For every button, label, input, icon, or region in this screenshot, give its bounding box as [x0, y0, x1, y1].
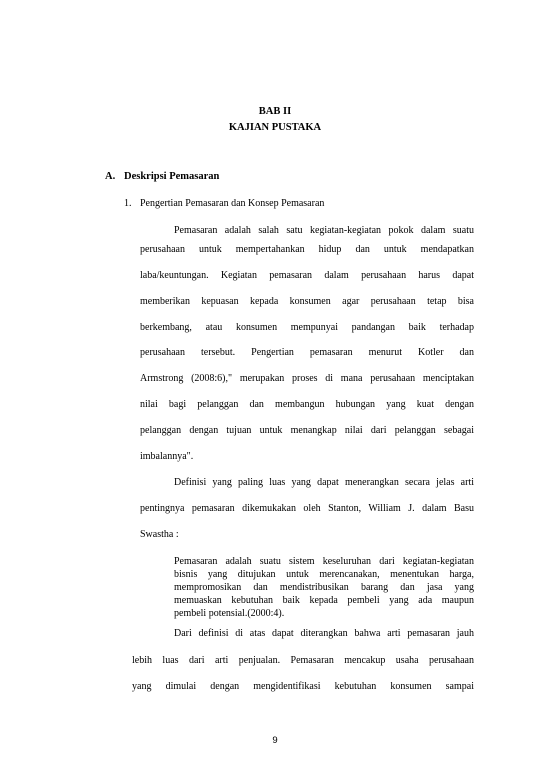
subsection-number: 1.	[124, 198, 132, 209]
section-number: A.	[105, 171, 116, 182]
paragraph-line: Swastha :	[140, 529, 179, 540]
paragraph-line: memberikan kepuasan kepada konsumen agar perusahaan tetap bisa	[140, 296, 474, 307]
block-quote	[174, 555, 474, 620]
section-title: Deskripsi Pemasaran	[124, 171, 220, 182]
paragraph-line: Pemasaran adalah salah satu kegiatan-kegiatan pokok dalam suatu	[174, 225, 474, 236]
paragraph-line: berkembang, atau konsumen mempunyai pandangan baik terhadap	[140, 322, 474, 333]
paragraph-line: Armstrong (2008:6)," merupakan proses di mana perusahaan menciptakan	[140, 373, 474, 384]
paragraph-line: pentingnya pemasaran dikemukakan oleh Stanton, William J. dalam Basu	[140, 503, 474, 514]
paragraph-line: imbalannya".	[140, 451, 194, 462]
paragraph-line: Dari definisi di atas dapat diterangkan bahwa arti pemasaran jauh	[174, 628, 474, 639]
paragraph-line: perusahaan tersebut. Pengertian pemasaran menurut Kotler dan	[140, 347, 474, 358]
paragraph-line: Definisi yang paling luas yang dapat menerangkan secara jelas arti	[174, 477, 474, 488]
paragraph-line: pelanggan dengan tujuan untuk menangkap nilai dari pelanggan sebagai	[140, 425, 474, 436]
paragraph-line: yang dimulai dengan mengidentifikasi kebutuhan konsumen sampai	[132, 681, 474, 692]
paragraph-line: laba/keuntungan. Kegiatan pemasaran dalam perusahaan harus dapat	[140, 270, 474, 281]
quote-line: mempromosikan dan mendistribusikan barang dan jasa yang	[174, 582, 474, 593]
quote-line: bisnis yang ditujukan untuk merencanakan, menentukan harga,	[174, 569, 474, 580]
page-number: 9	[272, 735, 278, 746]
quote-line: Pemasaran adalah suatu sistem keseluruhan dari kegiatan-kegiatan	[174, 556, 474, 567]
quote-line: pembeli potensial.(2000:4).	[174, 608, 285, 619]
quote-line: memuaskan kebutuhan baik kepada pembeli yang ada maupun	[174, 595, 474, 606]
paragraph-line: perusahaan untuk mempertahankan hidup dan untuk mendapatkan	[140, 244, 474, 255]
paragraph-line: lebih luas dari arti penjualan. Pemasaran mencakup usaha perusahaan	[132, 655, 474, 666]
chapter-title: KAJIAN PUSTAKA	[228, 122, 322, 133]
paragraph-line: nilai bagi pelanggan dan membangun hubungan yang kuat dengan	[140, 399, 474, 410]
chapter-label: BAB II	[258, 106, 292, 117]
subsection-title: Pengertian Pemasaran dan Konsep Pemasaran	[140, 198, 325, 209]
